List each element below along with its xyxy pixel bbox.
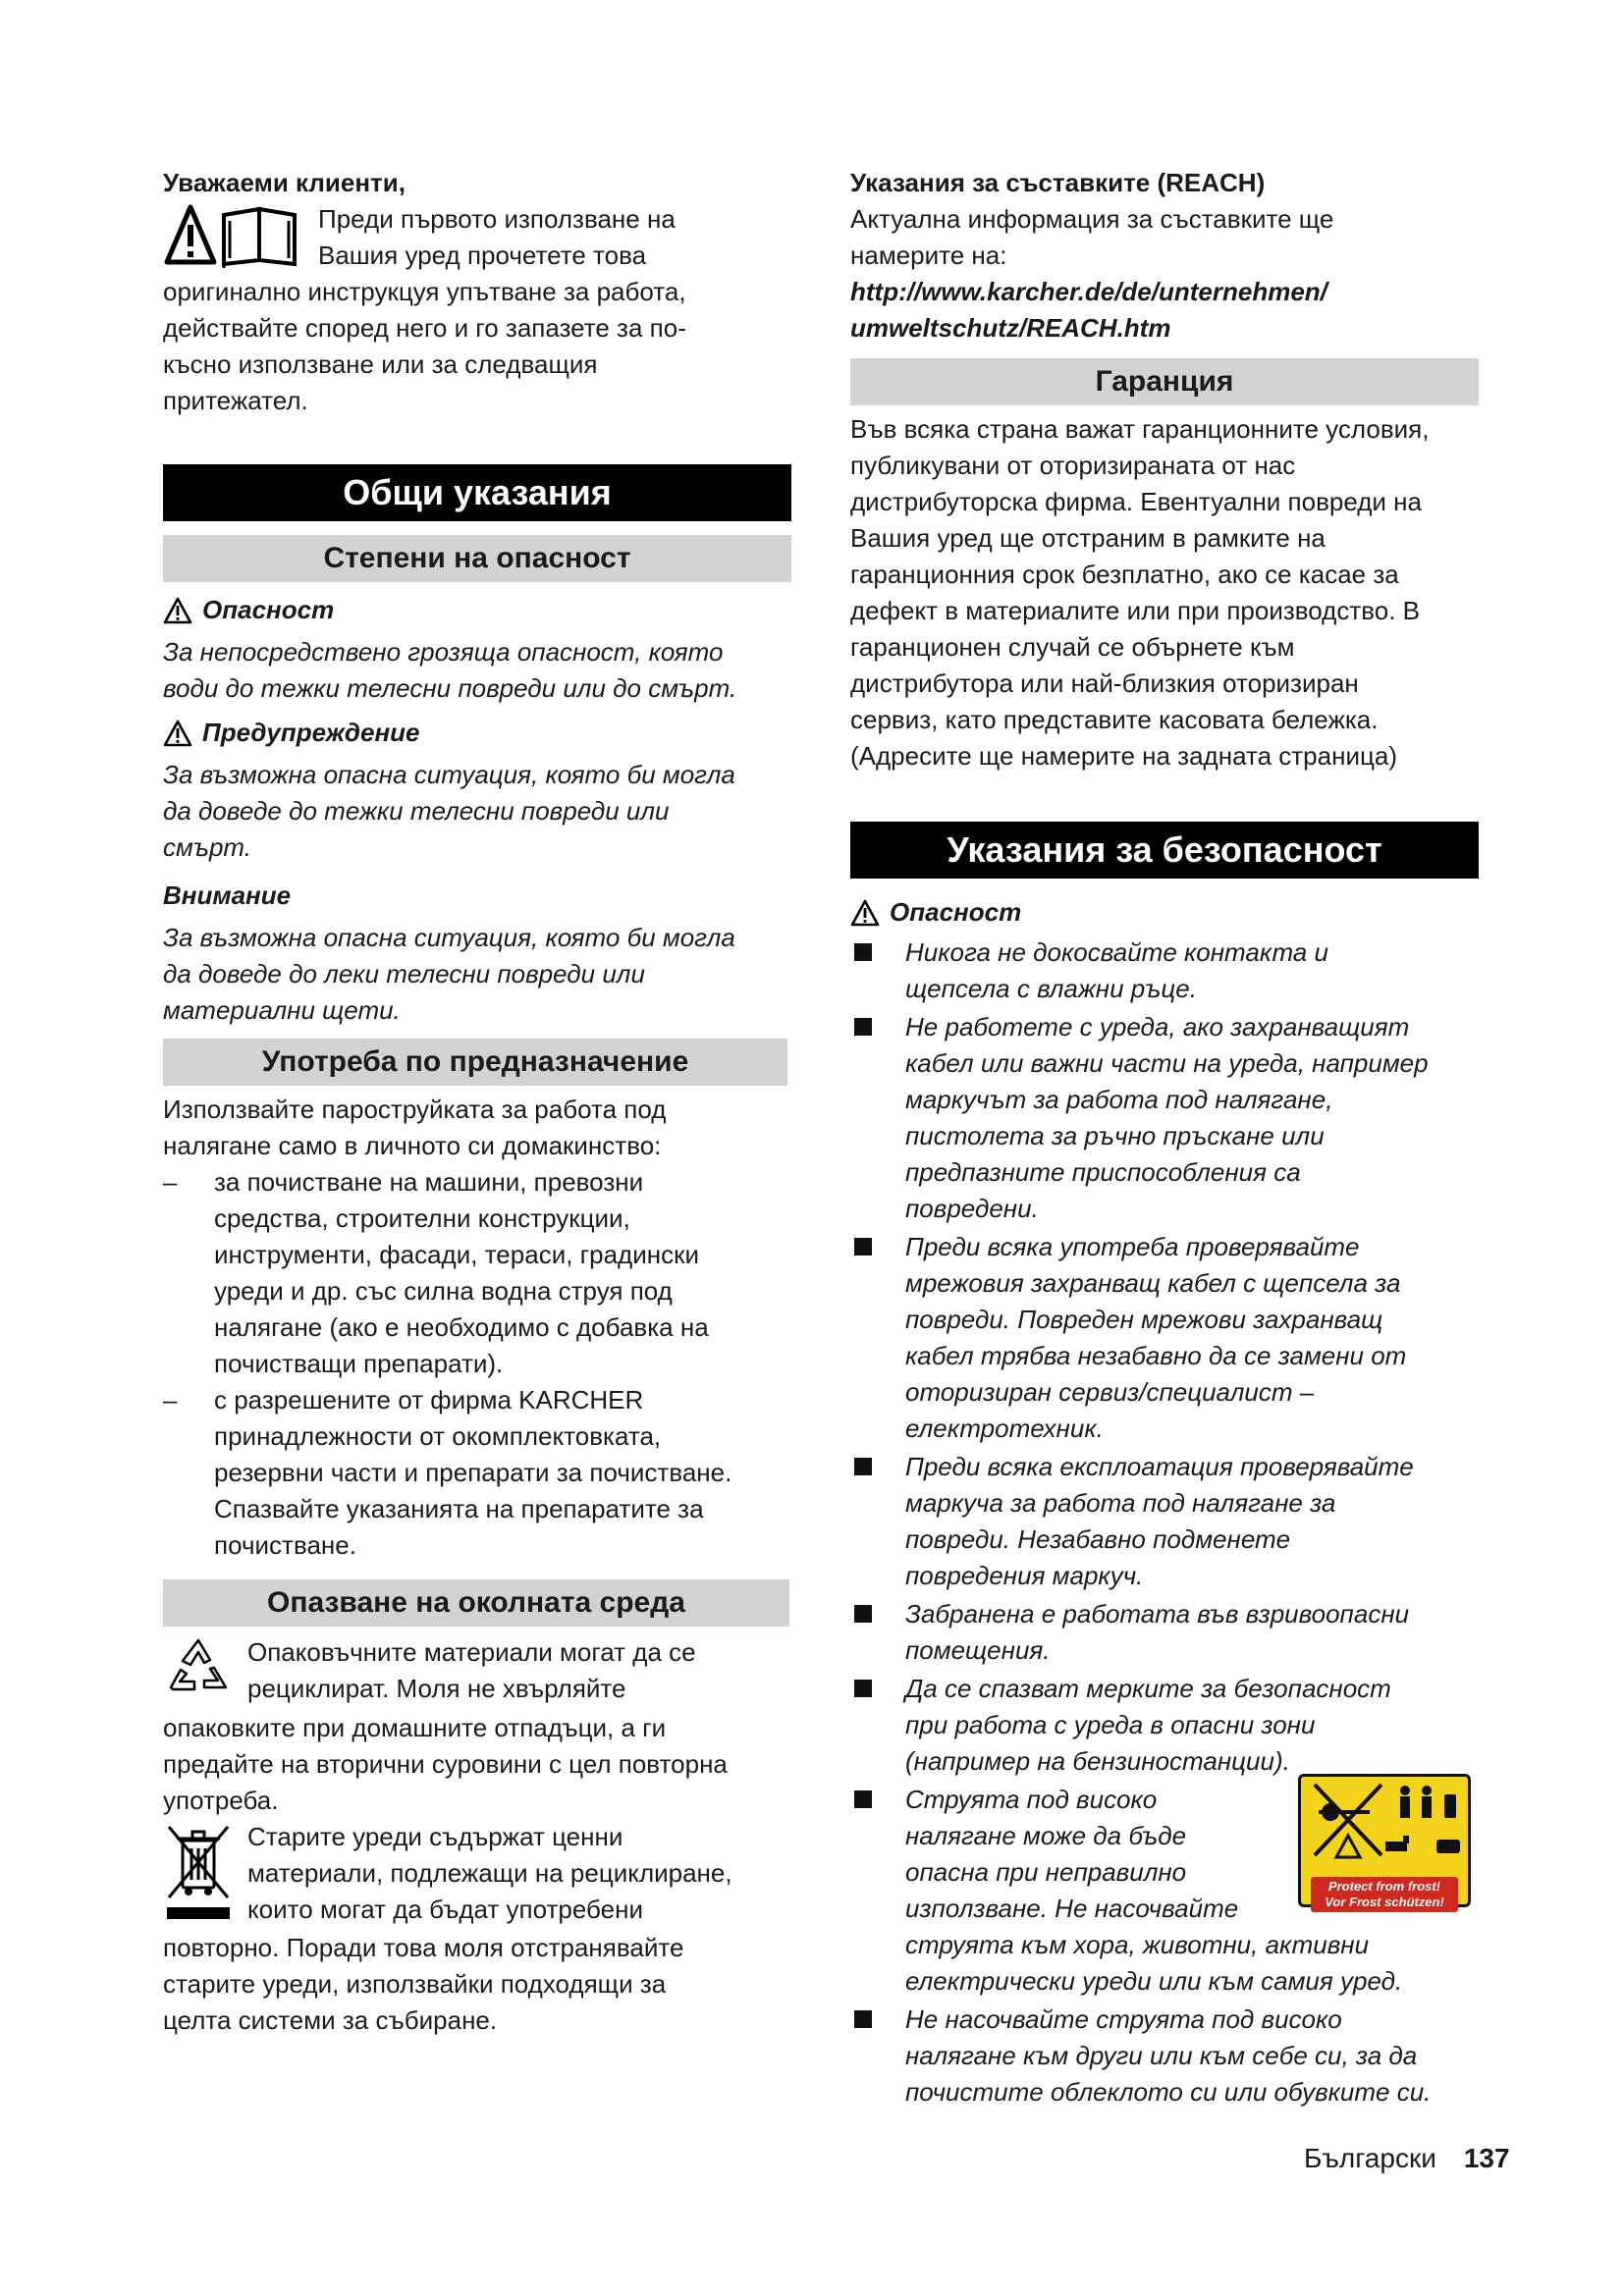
list-item-line: налягане може да бъде (905, 1821, 1187, 1850)
list-item-line: средства, строителни конструкции, (214, 1203, 630, 1233)
reach-link-line: umweltschutz/REACH.htm (850, 313, 1171, 343)
bullet-square-icon (854, 1790, 872, 1808)
list-item (850, 1449, 1479, 1594)
list-item-line: помещения. (905, 1635, 1051, 1665)
list-item-line: почистване. (214, 1530, 356, 1560)
bullet-square-icon (854, 1605, 872, 1623)
bullet-square-icon (854, 1680, 872, 1697)
bullet-square-icon (854, 1238, 872, 1255)
bullet-square-icon (854, 1018, 872, 1036)
intro-text: късно използване или за следващия (163, 349, 598, 379)
caution-text: За възможна опасна ситуация, която би могла (163, 923, 735, 952)
list-item-line: предпазните приспособления са (905, 1157, 1301, 1187)
list-item (163, 1164, 791, 1382)
list-item-line: Спазвайте указанията на препаратите за (214, 1494, 704, 1523)
warning-triangle-icon (850, 899, 880, 927)
page-footer (1304, 2143, 1510, 2174)
weee-line: Старите уреди съдържат ценни (247, 1822, 623, 1851)
danger-text: води до тежки телесни повреди или до смърт. (163, 673, 737, 703)
list-item-line: при работа с уреда в опасни зони (905, 1710, 1316, 1739)
section-heading-general: Общи указания (163, 464, 791, 521)
list-item-line: с разрешените от фирма KARCHER (214, 1385, 644, 1415)
warning-text: За възможна опасна ситуация, която би могла (163, 760, 735, 789)
list-item-line: налягане към други или към себе си, за да (905, 2041, 1418, 2070)
list-item-line: мрежовия захранващ кабел с щепсела за (905, 1268, 1401, 1298)
warranty-line: дистрибуторска фирма. Евентуални повреди на (850, 487, 1422, 516)
list-item (163, 1382, 791, 1564)
subheading-danger-levels: Степени на опасност (163, 535, 791, 582)
warranty-line: гаранционен случай се обърнете към (850, 632, 1295, 662)
bullet-square-icon (854, 1458, 872, 1475)
list-item (850, 2002, 1479, 2110)
right-column (850, 165, 1479, 2112)
warning-text: смърт. (163, 832, 252, 862)
list-item-line: повредения маркуч. (905, 1561, 1144, 1590)
weee-block (163, 1819, 791, 1930)
list-item-line: за почистване на машини, превозни (214, 1167, 644, 1197)
label-line: Protect from frost! (1327, 1879, 1441, 1894)
warning-title: Предупреждение (202, 718, 420, 747)
warning-triangle-icon (163, 720, 192, 747)
reach-link[interactable] (850, 274, 1479, 347)
recycle-block (163, 1634, 791, 1710)
list-item-line: принадлежности от окомплектовката, (214, 1421, 662, 1451)
list-item-line: Никога не докосвайте контакта и (905, 937, 1328, 967)
list-item-line: (например на бензиностанции). (905, 1746, 1290, 1776)
list-item (850, 1229, 1479, 1447)
list-item-line: Забранена е работата във взривоопасни (905, 1599, 1410, 1629)
bullet-square-icon (854, 943, 872, 961)
list-item (850, 1596, 1479, 1669)
list-item-line: използване. Не насочвайте (905, 1894, 1239, 1923)
list-item-line: инструменти, фасади, тераси, градински (214, 1240, 700, 1269)
reach-link-line: http://www.karcher.de/de/unternehmen/ (850, 277, 1327, 306)
list-item (850, 934, 1479, 1007)
pictogram-icon (1301, 1777, 1468, 1867)
warning-book-icon (163, 201, 318, 274)
frost-warning-label (1298, 1774, 1471, 1907)
list-item-line: пистолета за ръчно пръскане или (905, 1121, 1325, 1150)
list-item-line: почистващи препарати). (214, 1349, 504, 1378)
list-item-line: повредени. (905, 1194, 1039, 1223)
warranty-line: публикувани от оторизираната от нас (850, 451, 1296, 480)
list-item (850, 1671, 1479, 1780)
caution-title: Внимание (163, 881, 292, 910)
warranty-line: Вашия уред ще отстраним в рамките на (850, 523, 1326, 553)
use-intro: Използвайте пароструйката за работа под (163, 1095, 667, 1124)
subheading-warranty: Гаранция (850, 358, 1479, 405)
list-item-line: маркуча за работа под налягане за (905, 1488, 1336, 1518)
list-item-line: Преди всяка експлоатация проверявайте (905, 1452, 1414, 1481)
label-text (1311, 1877, 1458, 1912)
footer-language: Български (1304, 2143, 1436, 2173)
warning-text: да доведе до тежки телесни повреди или (163, 796, 670, 826)
danger-title: Опасност (202, 595, 335, 624)
list-item-line: Не работете с уреда, ако захранващият (905, 1012, 1410, 1041)
recycle-text: употреба. (163, 1786, 279, 1815)
danger-heading (850, 894, 1479, 931)
list-item (850, 1009, 1479, 1227)
left-column (163, 165, 791, 2039)
list-item-line: Преди всяка употреба проверявайте (905, 1232, 1360, 1261)
danger-heading (163, 592, 791, 628)
recycle-line: Опаковъчните материали могат да се (247, 1637, 696, 1667)
list-item-line: Струята под високо (905, 1785, 1158, 1814)
list-item-line: електротехник. (905, 1414, 1104, 1443)
bullet-square-icon (854, 2010, 872, 2028)
list-item-line: Да се спазват мерките за безопасност (905, 1674, 1391, 1703)
dash-marker: – (163, 1167, 178, 1197)
subheading-environment: Опазване на околната среда (163, 1579, 789, 1627)
danger-text: За непосредствено грозяща опасност, която (163, 637, 724, 667)
intro-text: оригинално инструкцуя упътване за работа, (163, 277, 686, 306)
list-item-line: повреди. Незабавно подменете (905, 1524, 1291, 1554)
list-item-line: опасна при неправилно (905, 1857, 1187, 1887)
warranty-line: (Адресите ще намерите на задната страница) (850, 741, 1397, 771)
intro-line: Преди първото използване на (318, 204, 676, 234)
list-item-line: кабел трябва незабавно да се замени от (905, 1341, 1407, 1370)
list-item-line: уреди и др. със силна водна струя под (214, 1276, 673, 1306)
warranty-text (850, 411, 1479, 774)
recycle-text: предайте на вторични суровини с цел повторна (163, 1749, 728, 1779)
weee-text: повторно. Поради това моля отстранявайте (163, 1933, 684, 1962)
weee-text: целта системи за събиране. (163, 2005, 498, 2035)
page-number: 137 (1463, 2143, 1510, 2173)
list-item-line: повреди. Повреден мрежови захранващ (905, 1305, 1383, 1334)
list-item (850, 1782, 1479, 2000)
list-item-line: кабел или важни части на уреда, например (905, 1048, 1429, 1078)
weee-line: които могат да бъдат употребени (247, 1895, 643, 1924)
greeting: Уважаеми клиенти, (163, 168, 406, 197)
reach-title: Указания за съставките (REACH) (850, 168, 1266, 197)
list-item-line: Не насочвайте струята под високо (905, 2004, 1342, 2034)
list-item-line: резервни части и препарати за почистване. (214, 1458, 732, 1487)
reach-text: намерите на: (850, 240, 1007, 270)
intro-text: притежател. (163, 386, 308, 415)
reach-text: Актуална информация за съставките ще (850, 204, 1334, 234)
intro-text: действайте според него и го запазете за по- (163, 313, 686, 343)
intro-block (163, 201, 791, 274)
danger-title: Опасност (890, 897, 1022, 927)
safety-list (850, 934, 1479, 2110)
warranty-line: гаранционния срок безплатно, ако се касае за (850, 560, 1399, 589)
warning-triangle-icon (163, 597, 192, 624)
intro-line: Вашия уред прочетете това (318, 240, 647, 270)
recycle-text: опаковките при домашните отпадъци, а ги (163, 1713, 667, 1742)
use-intro: налягане само в личното си домакинство: (163, 1131, 662, 1160)
section-heading-safety: Указания за безопасност (850, 822, 1479, 879)
recycle-line: рециклират. Моля не хвърляйте (247, 1674, 626, 1703)
recycle-icon (163, 1634, 247, 1710)
crossed-bin-icon (163, 1819, 247, 1930)
list-item-line: оторизиран сервиз/специалист – (905, 1377, 1315, 1407)
list-item-line: налягане (ако е необходимо с добавка на (214, 1312, 709, 1342)
dash-marker: – (163, 1385, 178, 1415)
warranty-line: дистрибутора или най-близкия оторизиран (850, 668, 1359, 698)
caution-text: да доведе до леки телесни повреди или (163, 959, 645, 988)
warranty-line: дефект в материалите или при производство. В (850, 596, 1421, 625)
list-item-line: щепсела с влажни ръце. (905, 974, 1197, 1003)
list-item-line: електрически уреди или към самия уред. (905, 1966, 1403, 1996)
weee-line: материали, подлежащи на рециклиране, (247, 1858, 732, 1888)
weee-text: старите уреди, използвайки подходящи за (163, 1969, 667, 1999)
caution-text: материални щети. (163, 995, 401, 1025)
warning-heading (163, 715, 791, 751)
warranty-line: сервиз, като представите касовата бележка. (850, 705, 1379, 734)
label-line: Vor Frost schützen! (1325, 1895, 1444, 1909)
warranty-line: Във всяка страна важат гаранционните условия, (850, 414, 1430, 444)
list-item-line: маркучът за работа под налягане, (905, 1085, 1333, 1114)
list-item-line: струята към хора, животни, активни (905, 1930, 1370, 1959)
subheading-intended-use: Употреба по предназначение (163, 1039, 787, 1086)
list-item-line: почистите облеклото си или обувките си. (905, 2077, 1432, 2107)
